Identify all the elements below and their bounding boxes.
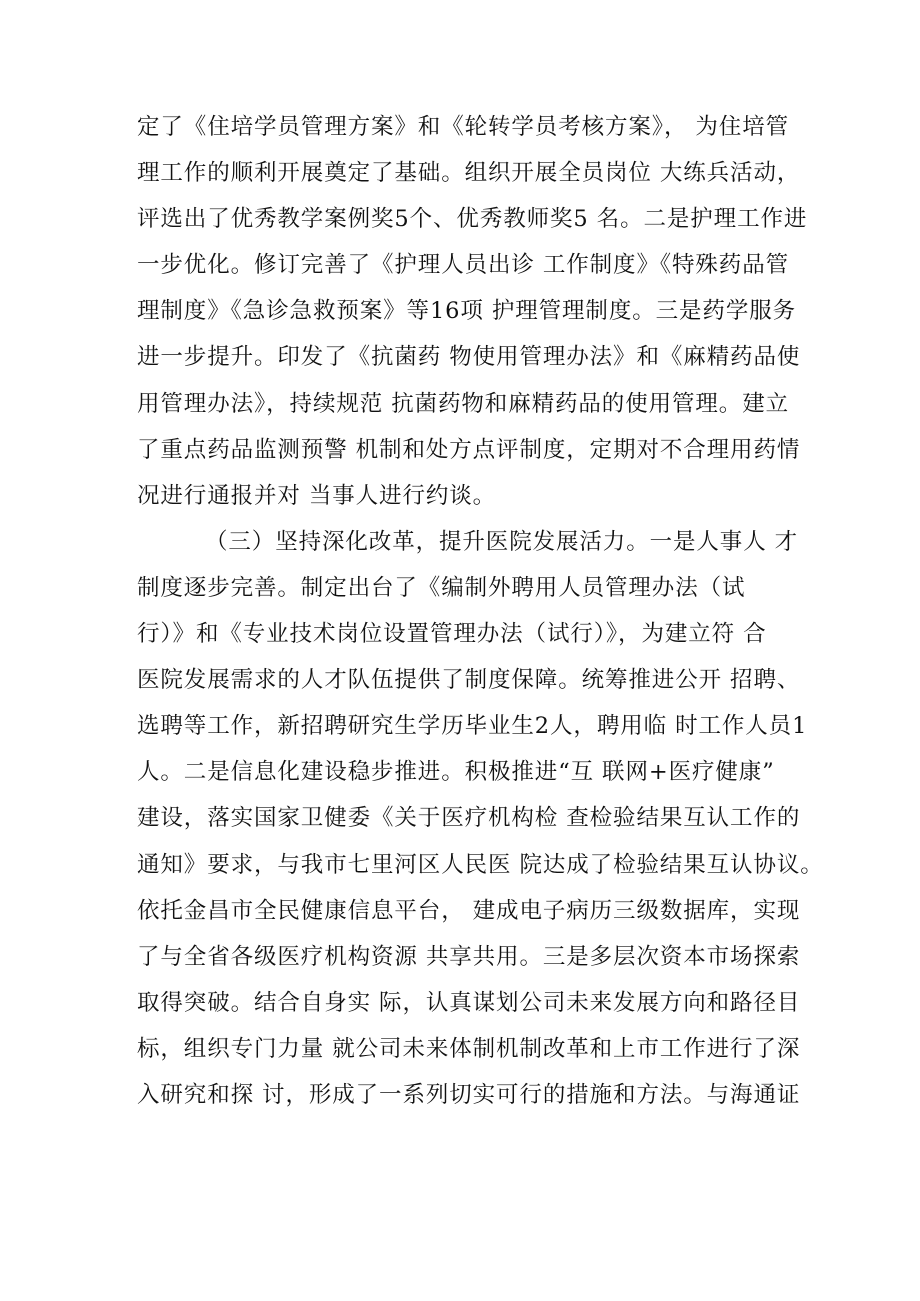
- document-body: [137, 104, 824, 1118]
- text-line: 通知》要求，与我市七里河区人民医 院达成了检验结果互认协议。: [137, 851, 824, 878]
- text-line: 评选出了优秀教学案例奖5个、优秀教师奖5 名。二是护理工作进: [137, 206, 808, 233]
- text-line: 定了《住培学员管理方案》和《轮转学员考核方案》， 为住培管: [137, 114, 790, 140]
- text-line: 进一步提升。印发了《抗菌药 物使用管理办法》和《麻精药品使: [137, 344, 801, 371]
- text-line: 人。二是信息化建设稳步推进。积极推进“互 联网+医疗健康”: [137, 759, 775, 786]
- text-line: 了与全省各级医疗机构资源 共享共用。三是多层次资本市场探索: [137, 943, 801, 970]
- text-line: 医院发展需求的人才队伍提供了制度保障。统筹推进公开 招聘、: [137, 667, 801, 694]
- text-line: 行）》和《专业技术岗位设置管理办法（试行）》，为建立符 合: [137, 621, 767, 648]
- text-line: 标，组织专门力量 就公司未来体制机制改革和上市工作进行了深: [137, 1035, 801, 1062]
- text-line: 建设，落实国家卫健委《关于医疗机构检 查检验结果互认工作的: [137, 805, 801, 832]
- text-line: 取得突破。结合自身实 际，认真谋划公司未来发展方向和路径目: [137, 989, 801, 1016]
- text-line: 了重点药品监测预警 机制和处方点评制度，定期对不合理用药情: [137, 436, 801, 463]
- text-line: 入研究和探 讨，形成了一系列切实可行的措施和方法。与海通证: [137, 1081, 801, 1108]
- text-line: 理工作的顺利开展奠定了基础。组织开展全员岗位 大练兵活动，: [137, 160, 801, 187]
- text-line: 况进行通报并对 当事人进行约谈。: [137, 482, 497, 509]
- text-line: 理制度》《急诊急救预案》等16项 护理管理制度。三是药学服务: [137, 298, 797, 325]
- text-line: 选聘等工作，新招聘研究生学历毕业生2人，聘用临 时工作人员1: [137, 713, 808, 740]
- text-line: 一步优化。修订完善了《护理人员出诊 工作制度》《特殊药品管: [137, 252, 790, 279]
- text-line: 依托金昌市全民健康信息平台， 建成电子病历三级数据库，实现: [137, 897, 801, 924]
- text-line: 制度逐步完善。制定出台了《编制外聘用人员管理办法（试: [137, 574, 746, 601]
- text-line: 用管理办法》，持续规范 抗菌药物和麻精药品的使用管理。建立: [137, 390, 790, 417]
- section-heading-line: （三）坚持深化改革，提升医院发展活力。一是人事人 才: [205, 528, 799, 555]
